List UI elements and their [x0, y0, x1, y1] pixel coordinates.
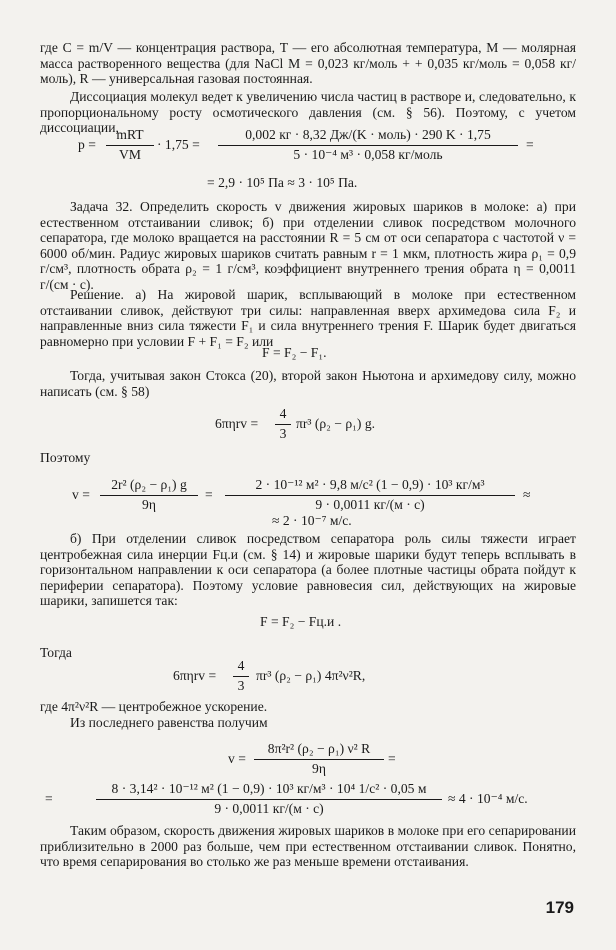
eq7-lhs: v =: [228, 751, 246, 766]
paragraph-from-last: Из последнего равенства получим: [70, 715, 268, 730]
eq4-result: ≈ 2 · 10⁻⁷ м/с.: [272, 513, 352, 528]
paragraph-solution-b: б) При отделении сливок посредством сепаратора роль силы тяжести играет центробежная сила инерции Fц.и (см. § 14) и жировые шарики будут теперь всплывать в горизонтальном направлении к оси сепаратора (а более плотные частицы обрата пойдут к периферии сепаратора). Поэтому условие равновесия сил, действующих на жировые шарики, запишется так:: [40, 531, 576, 608]
paragraph-stokes: Тогда, учитывая закон Стокса (20), второй закон Ньютона и архимедову силу, можно написать (см. § 58): [40, 368, 576, 399]
eq4-numerator-1: 2r² (ρ₂ − ρ₁) g: [111, 477, 187, 492]
eq7-numerator: 8π²r² (ρ₂ − ρ₁) ν² R: [267, 741, 371, 756]
eq4-lhs: v =: [72, 487, 90, 502]
eq4-numerator-2: 2 · 10⁻¹² м² · 9,8 м/с² (1 − 0,9) · 10³ кг/м³: [255, 477, 485, 492]
equation-osmotic-row2: [0, 174, 616, 192]
eq5: F = F₂ − Fц.и .: [260, 614, 342, 629]
eq1-result: = 2,9 · 10⁵ Па ≈ 3 · 10⁵ Па.: [207, 175, 358, 190]
eq1-mid: · 1,75 =: [157, 137, 200, 152]
equation-velocity-natural: [0, 477, 616, 512]
eq4-denominator-1: 9η: [142, 497, 156, 512]
paragraph-dissociation: Диссоциация молекул ведет к увеличению числа частиц в растворе и, следовательно, к пропорциональному росту осмотического давления (см. § 56). Поэтому, с учетом диссоциации,: [40, 89, 576, 135]
eq6-denominator: 3: [237, 678, 245, 693]
eq8-numerator: 8 · 3,14² · 10⁻¹² м² (1 − 0,9) · 10³ кг/м³ · 10⁴ 1/с² · 0,05 м: [111, 781, 427, 796]
eq1-denominator-1: VM: [119, 147, 141, 162]
eq3-denominator: 3: [279, 426, 287, 441]
eq8-lhs: =: [45, 791, 53, 806]
equation-velocity-separator-numeric: [0, 781, 616, 816]
paragraph-centrifugal-acceleration: где 4π²ν²R — центробежное ускорение.: [40, 699, 268, 714]
equation-force-balance-centrifugal: [0, 613, 616, 631]
paragraph-task-32: Задача 32. Определить скорость v движения жировых шариков в молоке: а) при естественном отстаивании сливок; б) при отделении сливок посредством молочного сепаратора, где молоко вращается на расстоянии R = 5 см от оси сепаратора с частотой ν = 6000 об/мин. Радиус жировых шариков считать равным r = 1 мкм, плотность жира ρ₁ = 0,9 г/см³, плотность обрата ρ₂ = 1 г/см³, коэффициент внутреннего трения обрата η = 0,0011 г/(см · с).: [40, 199, 576, 292]
eq3-rhs: πr³ (ρ₂ − ρ₁) g.: [296, 416, 376, 431]
eq2: F = F₂ − F₁.: [262, 345, 327, 360]
paragraph-conclusion: Таким образом, скорость движения жировых шариков в молоке при его сепарировании приблизительно в 2000 раз больше, чем при естественном отстаивании сливок. Понятно, что время сепарирования во столько же раз меньше времени отстаивания.: [40, 823, 576, 869]
label-then: Тогда: [40, 645, 72, 660]
equation-stokes: [0, 406, 616, 441]
equation-osmotic-row1: [0, 127, 616, 162]
eq1-numerator-2: 0,002 кг · 8,32 Дж/(K · моль) · 290 K · 1,75: [245, 127, 491, 142]
paragraph-solution-a: Решение. а) На жировой шарик, всплывающий в молоке при естественном отстаивании сливок, действуют три силы: направленная вверх архимедова сила F₂ и направленные вниз сила тяжести F₁ и сила внутреннего трения F. Шарик будет двигаться равномерно при условии F + F₁ = F₂ или: [40, 287, 576, 349]
page-number: 179: [545, 898, 574, 917]
equation-velocity-natural-result: [0, 512, 616, 530]
equation-force-balance: [0, 344, 616, 362]
eq8-result: ≈ 4 · 10⁻⁴ м/с.: [448, 791, 528, 806]
eq7-end: =: [388, 751, 396, 766]
eq3-numerator: 4: [279, 406, 287, 421]
eq1-numerator-1: mRT: [116, 127, 144, 142]
eq6-numerator: 4: [237, 658, 245, 673]
eq1-lhs: p =: [78, 137, 96, 152]
eq4-end: ≈: [523, 487, 531, 502]
equation-velocity-separator: [0, 741, 616, 776]
equation-stokes-centrifugal: [0, 658, 616, 693]
eq6-lhs: 6πηrv =: [173, 668, 217, 683]
eq7-denominator: 9η: [312, 761, 326, 776]
paragraph-gas-constant: где C = m/V — концентрация раствора, T — его абсолютная температура, M — молярная масса растворенного вещества (для NaCl M = 0,023 кг/моль + + 0,035 кг/моль = 0,058 кг/моль), R — универсальная газовая постоянная.: [40, 40, 576, 86]
eq6-rhs: πr³ (ρ₂ − ρ₁) 4π²ν²R,: [256, 668, 366, 683]
eq1-denominator-2: 5 · 10⁻⁴ м³ · 0,058 кг/моль: [293, 147, 443, 162]
label-therefore: Поэтому: [40, 450, 91, 465]
eq8-denominator: 9 · 0,0011 кг/(м · с): [214, 801, 324, 816]
eq3-lhs: 6πηrv =: [215, 416, 259, 431]
eq4-denominator-2: 9 · 0,0011 кг/(м · с): [315, 497, 425, 512]
eq4-eq: =: [205, 487, 213, 502]
eq1-end: =: [526, 137, 534, 152]
